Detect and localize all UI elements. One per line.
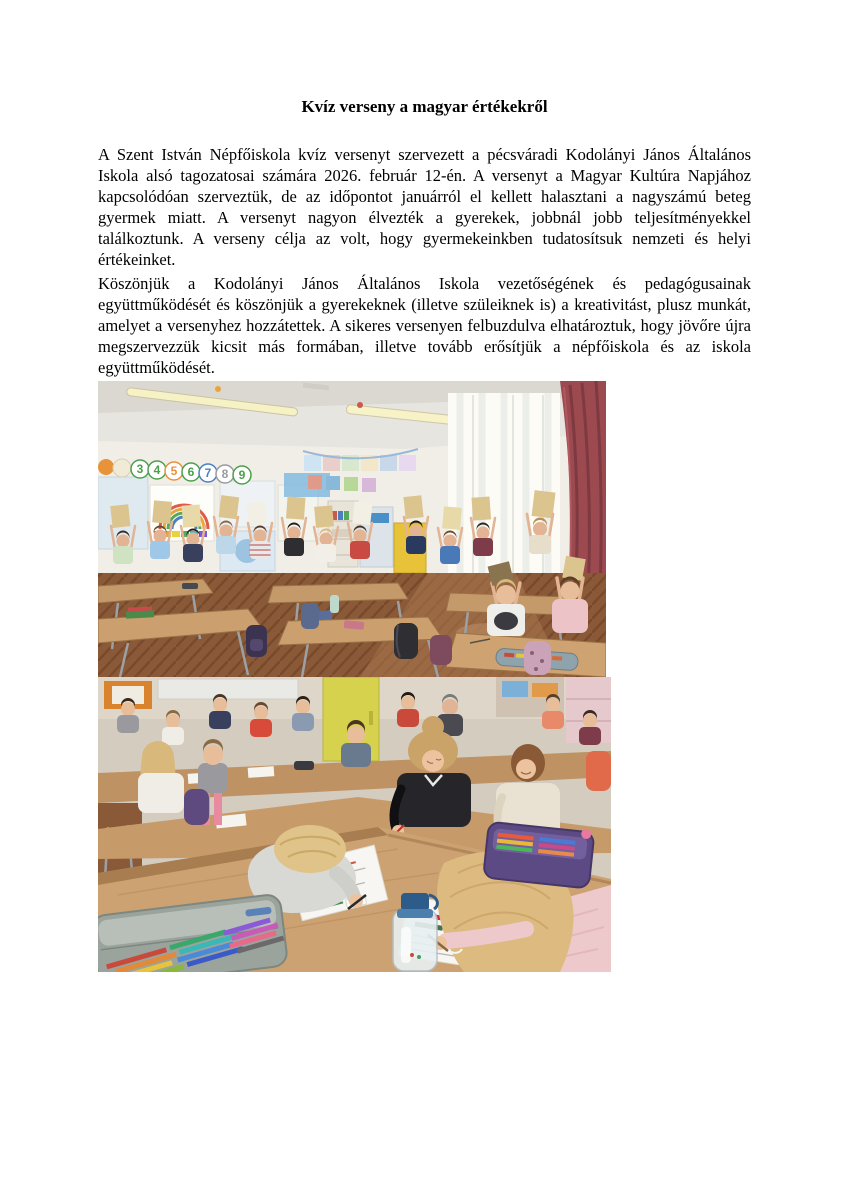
- frieze-digit: 3: [136, 462, 144, 476]
- photo1-illustration: [98, 381, 606, 677]
- frieze-digit: 7: [204, 466, 212, 480]
- photo2-illustration: [98, 677, 611, 972]
- frieze-digit: 6: [187, 465, 195, 479]
- frieze-digit: 5: [170, 464, 178, 478]
- document-title: Kvíz verseny a magyar értékekről: [301, 97, 548, 116]
- paragraph-1: A Szent István Népfőiskola kvíz versenyt szervezett a pécsváradi Kodolányi János Általános Iskola alsó tagozatosai számára 2026. február 12-én. A versenyt a Magyar Kultúra Napjához kapcsolódóan szerveztük, de az időpontot januárról el kellett halasztani a nagyszámú beteg gyermek miatt. A versenyt nagyon élvezték a gyerekek, jobbnál jobb teljesítményekkel találkoztunk. A verseny célja az volt, hogy gyermekeinkben tudatosítsuk nemzeti és helyi értékeinket.: [98, 145, 751, 269]
- frieze-digit: 4: [153, 463, 161, 477]
- frieze-digit: 8: [221, 467, 229, 481]
- photo-children-writing-quiz: [98, 677, 611, 972]
- frieze-digit: 9: [238, 468, 246, 482]
- paragraph-2: Köszönjük a Kodolányi János Általános Iskola vezetőségének és pedagógusainak együttműködését és köszönjük a gyerekeknek (illetve szüleiknek is) a kreativitást, plusz munkát, amelyet a versenyhez hozzátettek. A sikeres versenyen felbuzdulva elhatároztuk, hogy jövőre újra megszervezzük kicsit más formában, illetve tovább erősítjük a népfőiskola és az iskola együttműködését.: [98, 274, 751, 377]
- photo-classroom-raised-hands: [98, 381, 606, 677]
